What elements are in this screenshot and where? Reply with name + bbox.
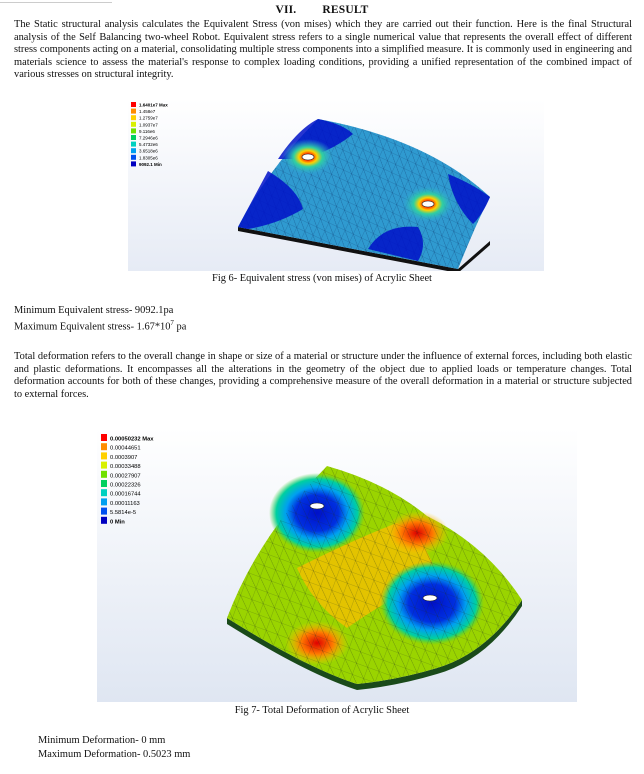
stress-legend-label: 7.2946e6 (139, 135, 158, 141)
stress-legend-label: 1.8305e6 (139, 155, 158, 161)
deformation-legend-swatch (101, 443, 107, 450)
stress-paragraph: The Static structural analysis calculates the Equivalent Stress (von mises) which they are carried out their function. Here is the final Structural analysis of the Self Balancing two-wheel Robot. Equivalent stress refers to a single numerical value that represents the overall effect of different stress components acting on a material, consolidating multiple stress components into a simplified measure. It is commonly used in engineering and materials science to assess the material's response to complex loading conditions, providing a unified representation of the combined impact of various stresses on structural integrity. (14, 19, 632, 81)
stress-legend-label: 9.116e6 (139, 128, 155, 134)
stress-legend-swatch (131, 155, 136, 160)
deformation-legend-swatch (101, 434, 107, 441)
max-deformation-text: Maximum Deformation- 0.5023 mm (38, 749, 191, 760)
deformation-legend-label: 0.00044651 (110, 445, 141, 452)
deformation-paragraph: Total deformation refers to the overall change in shape or size of a material or structure under the influence of external forces, including both elastic and plastic deformations. It encompasses all the alterations in the geometry of the object due to applied loads or temperature changes. Total deformation accounts for both of these changes, providing a comprehensive measure of the overall deformation in a material or structure subjected to external forces. (14, 351, 632, 400)
stress-figure (128, 99, 544, 271)
figure6-caption: Fig 6- Equivalent stress (von mises) of Acrylic Sheet (212, 273, 432, 284)
stress-legend-label: 9092.1 Min (139, 161, 162, 167)
stress-legend-label: 3.6518e6 (139, 148, 158, 154)
figure7-caption: Fig 7- Total Deformation of Acrylic Sheet (234, 705, 410, 716)
deformation-legend-label: 0.0003907 (110, 454, 138, 461)
deformation-legend-swatch (101, 508, 107, 515)
deformation-legend-label: 0.00011163 (110, 500, 140, 507)
deformation-legend-label: 0.00033488 (110, 464, 141, 471)
stress-legend-label: 1.0937e7 (139, 122, 158, 128)
deformation-legend-swatch (101, 489, 107, 496)
stress-legend-swatch (131, 135, 136, 140)
stress-legend-swatch (131, 115, 136, 120)
stress-legend-swatch (131, 128, 136, 133)
stress-legend-swatch (131, 102, 136, 107)
deformation-legend-label: 0.00022326 (110, 482, 141, 489)
deformation-legend-label: 5.5814e-5 (110, 510, 137, 517)
max-stress-text (14, 319, 186, 332)
stress-legend-swatch (131, 109, 136, 114)
max-stress-suffix: pa (173, 321, 187, 333)
stress-legend-swatch (131, 122, 136, 127)
deformation-figure (97, 428, 577, 702)
header-rule (0, 2, 112, 3)
deformation-legend-swatch (101, 452, 107, 459)
stress-legend-swatch (131, 161, 136, 166)
deformation-legend-swatch (101, 462, 107, 469)
stress-legend-label: 1.2759e7 (139, 115, 158, 121)
min-deformation-text: Minimum Deformation- 0 mm (38, 735, 166, 746)
section-title: RESULT (322, 4, 369, 16)
deformation-legend-swatch (101, 480, 107, 487)
deformation-legend-label: 0 Min (110, 519, 125, 526)
stress-legend-label: 5.4732e6 (139, 142, 158, 148)
section-heading (0, 4, 644, 16)
deformation-plot (97, 428, 577, 702)
stress-legend-label: 1.458e7 (139, 109, 156, 115)
deformation-legend-label: 0.00050232 Max (110, 436, 154, 443)
deformation-legend-label: 0.00027907 (110, 473, 141, 480)
stress-plot (128, 99, 544, 271)
stress-legend-swatch (131, 148, 136, 153)
section-number: VII. (275, 4, 297, 16)
max-stress-exponent: 7 (170, 319, 174, 327)
deformation-legend-swatch (101, 498, 107, 505)
stress-legend-swatch (131, 142, 136, 147)
deformation-legend-label: 0.00016744 (110, 491, 141, 498)
max-stress-prefix: Maximum Equivalent stress- 1.67*10 (14, 321, 171, 333)
min-stress-text: Minimum Equivalent stress- 9092.1pa (14, 305, 174, 316)
deformation-legend-swatch (101, 471, 107, 478)
stress-legend-label: 1.6401e7 Max (139, 102, 168, 108)
deformation-legend-swatch (101, 517, 107, 524)
